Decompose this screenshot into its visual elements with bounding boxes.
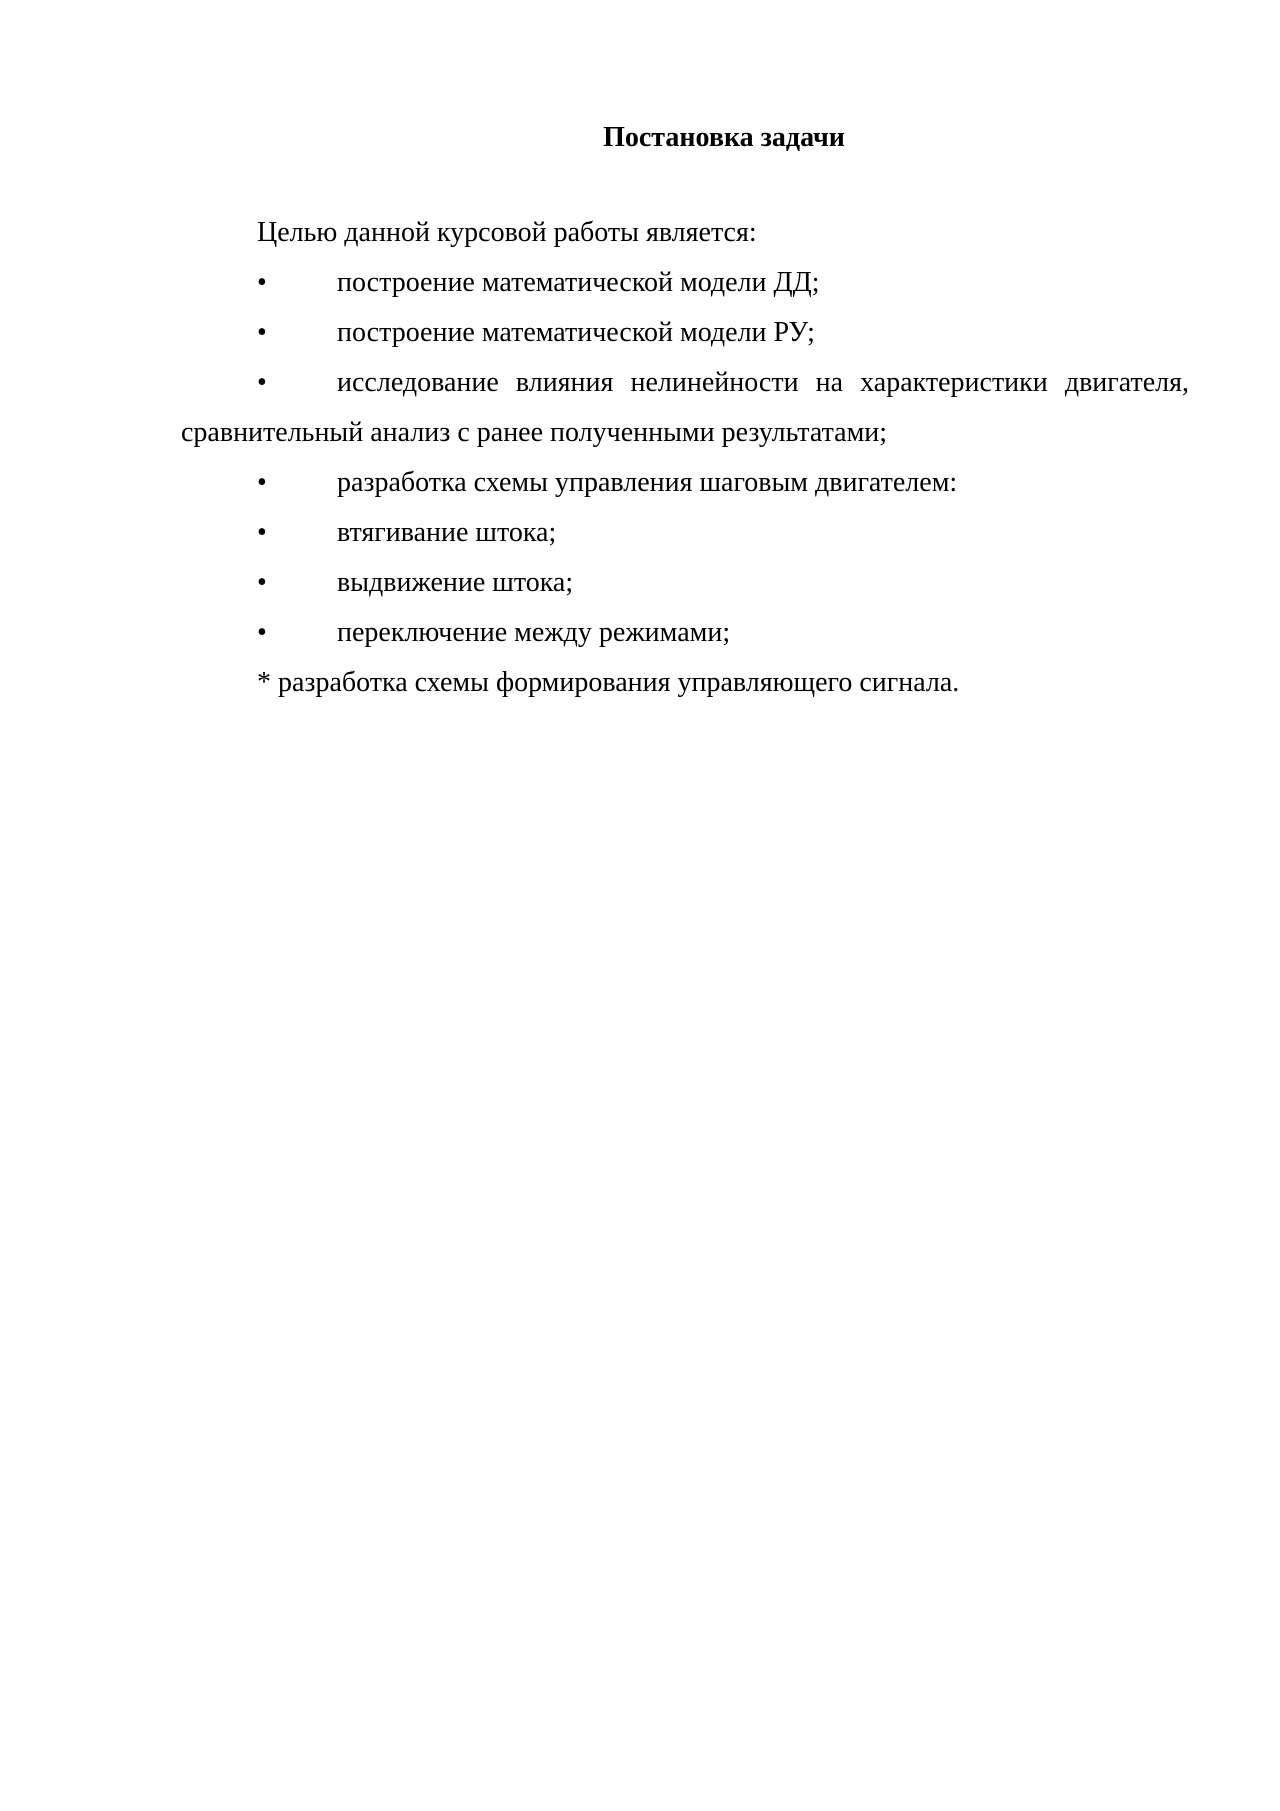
bullet-icon: • — [257, 367, 267, 398]
list-item — [181, 458, 1189, 508]
list-item-text: выдвижение штока; — [337, 567, 574, 598]
list-item — [181, 508, 1189, 558]
list-item-text: исследование влияния нелинейности на характеристики двигателя, сравнительный анализ с ранее полученными результатами; — [181, 367, 1189, 448]
list-item-text: разработка схемы управления шаговым двигателем: — [337, 467, 958, 498]
list-item-text: построение математической модели РУ; — [337, 317, 815, 348]
bullet-icon: • — [257, 467, 267, 498]
list-item — [181, 308, 1189, 358]
intro-paragraph: Целью данной курсовой работы является: — [257, 217, 757, 248]
list-item-text: переключение между режимами; — [337, 617, 731, 648]
list-item — [181, 358, 1189, 458]
bullet-icon: • — [257, 517, 267, 548]
bullet-icon: • — [257, 617, 267, 648]
page-title: Постановка задачи — [603, 122, 845, 153]
list-item — [181, 258, 1189, 308]
list-item-text: втягивание штока; — [337, 517, 557, 548]
closing-paragraph: * разработка схемы формирования управляющего сигнала. — [257, 667, 960, 698]
bullet-icon: • — [257, 267, 267, 298]
document-body — [181, 208, 1189, 708]
bullet-icon: • — [257, 567, 267, 598]
list-item-text: построение математической модели ДД; — [337, 267, 820, 298]
list-item — [181, 608, 1189, 658]
list-item — [181, 558, 1189, 608]
bullet-icon: • — [257, 317, 267, 348]
